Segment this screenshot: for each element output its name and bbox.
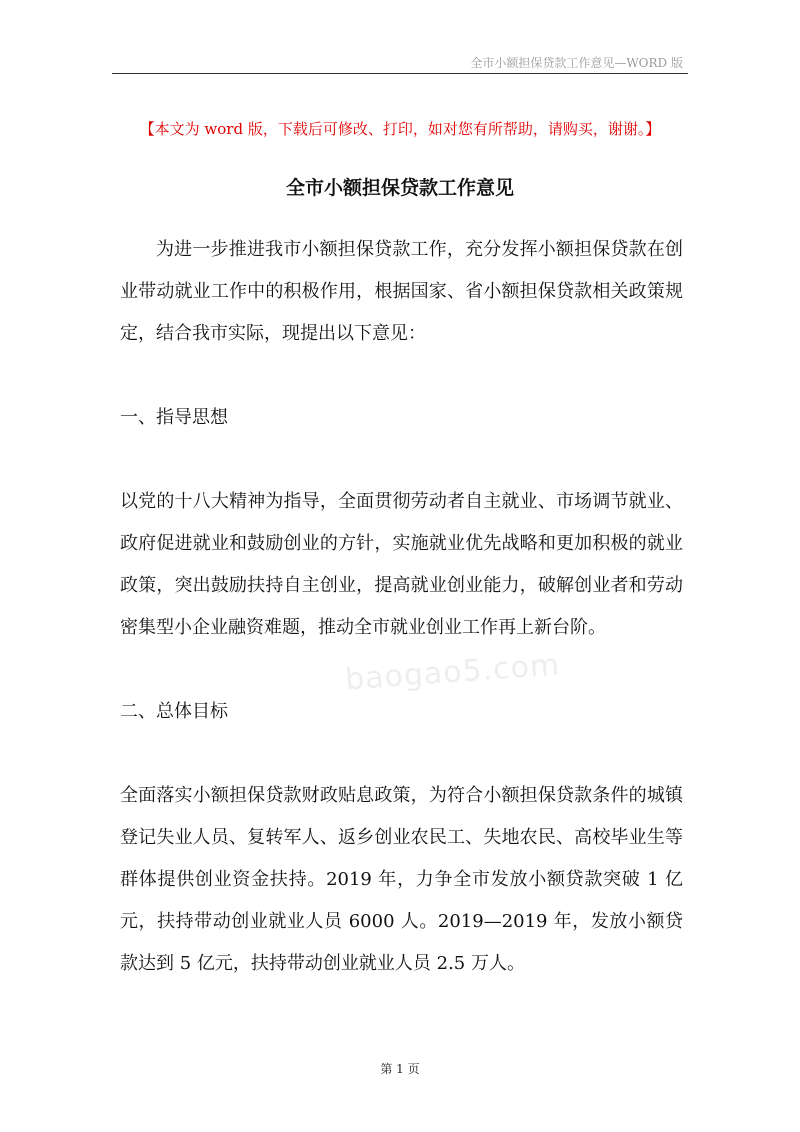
section-heading-1: 一、指导思想	[120, 407, 228, 428]
page-number: 第 1 页	[380, 1062, 420, 1076]
page-title: 全市小额担保贷款工作意见	[285, 177, 514, 199]
intro-paragraph: 为进一步推进我市小额担保贷款工作，充分发挥小额担保贷款在创业带动就业工作中的积极作用，根据国家、省小额担保贷款相关政策规定，结合我市实际，现提出以下意见：	[120, 239, 683, 344]
section-body-1: 以党的十八大精神为指导，全面贯彻劳动者自主就业、市场调节就业、政府促进就业和鼓励创业的方针，实施就业优先战略和更加积极的就业政策，突出鼓励扶持自主创业，提高就业创业能力，破解创业者和劳动密集型小企业融资难题，推动全市就业创业工作再上新台阶。	[120, 491, 683, 638]
watermark: baogao5.com	[344, 647, 562, 698]
header-divider	[112, 73, 688, 74]
section-heading-2: 二、总体目标	[120, 701, 228, 722]
purchase-notice: 【本文为 word 版，下载后可修改、打印，如对您有所帮助，请购买，谢谢。】	[139, 120, 661, 138]
section-body-2: 全面落实小额担保贷款财政贴息政策，为符合小额担保贷款条件的城镇登记失业人员、复转军人、返乡创业农民工、失地农民、高校毕业生等群体提供创业资金扶持。2019 年，力争全市发放小额贷款突破 1 亿元，扶持带动创业就业人员 6000 人。2019—2019 年，发放小额贷款达到 5 亿元，扶持带动创业就业人员 2.5 万人。	[120, 785, 683, 974]
running-header: 全市小额担保贷款工作意见—WORD 版	[470, 56, 683, 70]
